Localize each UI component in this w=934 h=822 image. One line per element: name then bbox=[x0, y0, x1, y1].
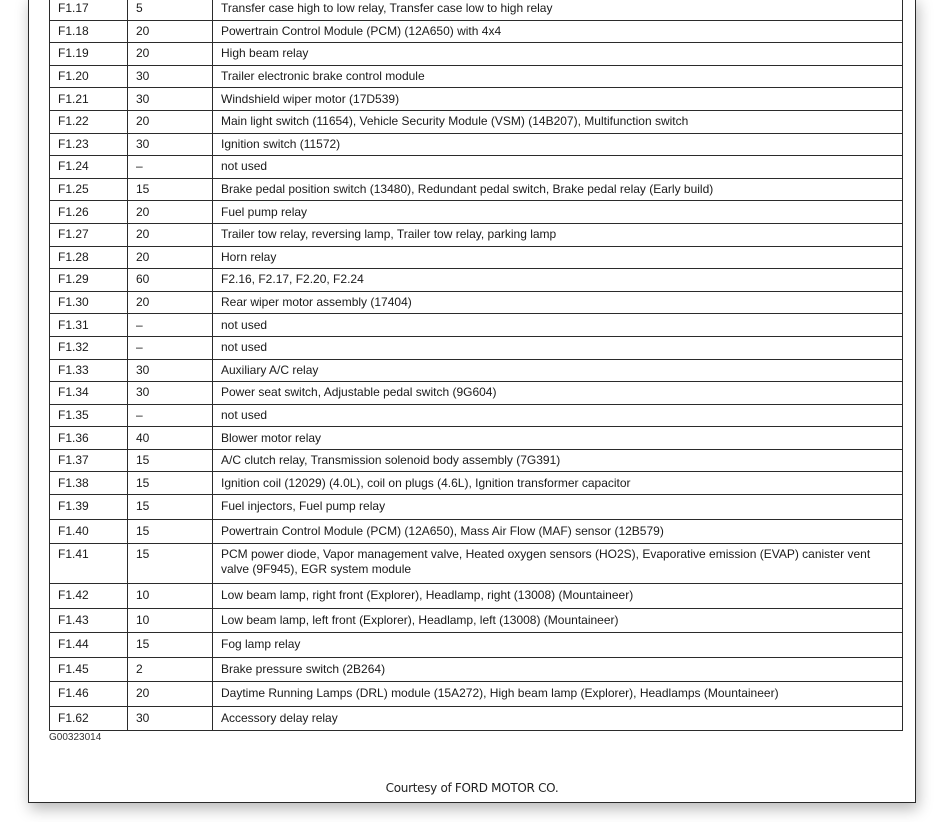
fuse-number-cell: F1.19 bbox=[50, 43, 128, 66]
table-row bbox=[50, 544, 903, 584]
circuit-description-cell: Rear wiper motor assembly (17404) bbox=[213, 291, 903, 314]
circuit-description-cell: Horn relay bbox=[213, 246, 903, 269]
table-row bbox=[50, 519, 903, 544]
fuse-number-cell: F1.30 bbox=[50, 291, 128, 314]
amperage-cell: – bbox=[128, 336, 213, 359]
table-row bbox=[50, 495, 903, 520]
amperage-cell: 40 bbox=[128, 427, 213, 450]
fuse-number-cell: F1.17 bbox=[50, 0, 128, 20]
circuit-description-cell: not used bbox=[213, 336, 903, 359]
table-row bbox=[50, 472, 903, 495]
circuit-description-cell: Powertrain Control Module (PCM) (12A650) with 4x4 bbox=[213, 20, 903, 43]
fuse-number-cell: F1.40 bbox=[50, 519, 128, 544]
table-row bbox=[50, 178, 903, 201]
amperage-cell: 5 bbox=[128, 0, 213, 20]
table-row bbox=[50, 269, 903, 292]
fuse-number-cell: F1.25 bbox=[50, 178, 128, 201]
table-row bbox=[50, 88, 903, 111]
fuse-number-cell: F1.62 bbox=[50, 706, 128, 731]
circuit-description-cell: Transfer case high to low relay, Transfer case low to high relay bbox=[213, 0, 903, 20]
amperage-cell: 15 bbox=[128, 519, 213, 544]
circuit-description-cell: not used bbox=[213, 314, 903, 337]
circuit-description-cell: Auxiliary A/C relay bbox=[213, 359, 903, 382]
table-row bbox=[50, 201, 903, 224]
fuse-number-cell: F1.34 bbox=[50, 382, 128, 405]
circuit-description-cell: High beam relay bbox=[213, 43, 903, 66]
amperage-cell: 2 bbox=[128, 657, 213, 682]
circuit-description-cell: Power seat switch, Adjustable pedal switch (9G604) bbox=[213, 382, 903, 405]
fuse-number-cell: F1.45 bbox=[50, 657, 128, 682]
amperage-cell: 10 bbox=[128, 608, 213, 633]
circuit-description-cell: Fog lamp relay bbox=[213, 633, 903, 658]
table-row bbox=[50, 314, 903, 337]
table-row bbox=[50, 382, 903, 405]
fuse-number-cell: F1.23 bbox=[50, 133, 128, 156]
table-row bbox=[50, 291, 903, 314]
document-page bbox=[28, 0, 916, 803]
fuse-number-cell: F1.44 bbox=[50, 633, 128, 658]
fuse-number-cell: F1.29 bbox=[50, 269, 128, 292]
amperage-cell: 15 bbox=[128, 544, 213, 584]
table-row bbox=[50, 133, 903, 156]
circuit-description-cell: Daytime Running Lamps (DRL) module (15A272), High beam lamp (Explorer), Headlamps (Mountaineer) bbox=[213, 682, 903, 707]
amperage-cell: 15 bbox=[128, 178, 213, 201]
circuit-description-cell: F2.16, F2.17, F2.20, F2.24 bbox=[213, 269, 903, 292]
table-row bbox=[50, 246, 903, 269]
fuse-number-cell: F1.39 bbox=[50, 495, 128, 520]
fuse-number-cell: F1.33 bbox=[50, 359, 128, 382]
amperage-cell: 20 bbox=[128, 246, 213, 269]
circuit-description-cell: Fuel pump relay bbox=[213, 201, 903, 224]
fuse-number-cell: F1.22 bbox=[50, 110, 128, 133]
figure-id: G00323014 bbox=[49, 732, 102, 743]
table-row bbox=[50, 584, 903, 609]
table-row bbox=[50, 336, 903, 359]
circuit-description-cell: not used bbox=[213, 404, 903, 427]
amperage-cell: 20 bbox=[128, 682, 213, 707]
courtesy-caption: Courtesy of FORD MOTOR CO. bbox=[385, 781, 559, 795]
fuse-number-cell: F1.32 bbox=[50, 336, 128, 359]
amperage-cell: 30 bbox=[128, 706, 213, 731]
circuit-description-cell: Fuel injectors, Fuel pump relay bbox=[213, 495, 903, 520]
circuit-description-cell: Brake pressure switch (2B264) bbox=[213, 657, 903, 682]
circuit-description-cell: Blower motor relay bbox=[213, 427, 903, 450]
table-row bbox=[50, 20, 903, 43]
fuse-table bbox=[49, 0, 903, 731]
fuse-number-cell: F1.20 bbox=[50, 65, 128, 88]
amperage-cell: 15 bbox=[128, 633, 213, 658]
table-row bbox=[50, 657, 903, 682]
circuit-description-cell: Ignition switch (11572) bbox=[213, 133, 903, 156]
table-row bbox=[50, 608, 903, 633]
fuse-number-cell: F1.42 bbox=[50, 584, 128, 609]
fuse-number-cell: F1.46 bbox=[50, 682, 128, 707]
fuse-number-cell: F1.37 bbox=[50, 449, 128, 472]
fuse-number-cell: F1.36 bbox=[50, 427, 128, 450]
fuse-number-cell: F1.35 bbox=[50, 404, 128, 427]
amperage-cell: 30 bbox=[128, 65, 213, 88]
fuse-number-cell: F1.18 bbox=[50, 20, 128, 43]
table-row bbox=[50, 223, 903, 246]
fuse-number-cell: F1.28 bbox=[50, 246, 128, 269]
fuse-number-cell: F1.38 bbox=[50, 472, 128, 495]
amperage-cell: 15 bbox=[128, 449, 213, 472]
table-row bbox=[50, 633, 903, 658]
fuse-table-body bbox=[50, 0, 903, 731]
circuit-description-cell: Accessory delay relay bbox=[213, 706, 903, 731]
circuit-description-cell: Powertrain Control Module (PCM) (12A650), Mass Air Flow (MAF) sensor (12B579) bbox=[213, 519, 903, 544]
amperage-cell: – bbox=[128, 314, 213, 337]
circuit-description-cell: PCM power diode, Vapor management valve, Heated oxygen sensors (HO2S), Evaporative emission (EVAP) canister vent valve (9F945), EGR system module bbox=[213, 544, 903, 584]
circuit-description-cell: Low beam lamp, left front (Explorer), Headlamp, left (13008) (Mountaineer) bbox=[213, 608, 903, 633]
table-row bbox=[50, 682, 903, 707]
amperage-cell: 20 bbox=[128, 201, 213, 224]
amperage-cell: 20 bbox=[128, 223, 213, 246]
amperage-cell: 20 bbox=[128, 110, 213, 133]
fuse-number-cell: F1.26 bbox=[50, 201, 128, 224]
circuit-description-cell: Trailer electronic brake control module bbox=[213, 65, 903, 88]
amperage-cell: 60 bbox=[128, 269, 213, 292]
fuse-number-cell: F1.31 bbox=[50, 314, 128, 337]
table-row bbox=[50, 427, 903, 450]
amperage-cell: – bbox=[128, 156, 213, 179]
fuse-number-cell: F1.43 bbox=[50, 608, 128, 633]
table-row bbox=[50, 65, 903, 88]
fuse-number-cell: F1.27 bbox=[50, 223, 128, 246]
circuit-description-cell: Main light switch (11654), Vehicle Security Module (VSM) (14B207), Multifunction switch bbox=[213, 110, 903, 133]
amperage-cell: 20 bbox=[128, 20, 213, 43]
circuit-description-cell: Windshield wiper motor (17D539) bbox=[213, 88, 903, 111]
amperage-cell: 30 bbox=[128, 133, 213, 156]
fuse-number-cell: F1.41 bbox=[50, 544, 128, 584]
amperage-cell: 15 bbox=[128, 472, 213, 495]
table-row bbox=[50, 156, 903, 179]
table-row bbox=[50, 43, 903, 66]
table-row bbox=[50, 0, 903, 20]
amperage-cell: 15 bbox=[128, 495, 213, 520]
amperage-cell: 10 bbox=[128, 584, 213, 609]
fuse-number-cell: F1.21 bbox=[50, 88, 128, 111]
table-row bbox=[50, 449, 903, 472]
fuse-number-cell: F1.24 bbox=[50, 156, 128, 179]
circuit-description-cell: Ignition coil (12029) (4.0L), coil on plugs (4.6L), Ignition transformer capacitor bbox=[213, 472, 903, 495]
table-row bbox=[50, 110, 903, 133]
amperage-cell: 30 bbox=[128, 359, 213, 382]
circuit-description-cell: Low beam lamp, right front (Explorer), Headlamp, right (13008) (Mountaineer) bbox=[213, 584, 903, 609]
table-row bbox=[50, 359, 903, 382]
table-row bbox=[50, 706, 903, 731]
circuit-description-cell: A/C clutch relay, Transmission solenoid body assembly (7G391) bbox=[213, 449, 903, 472]
table-row bbox=[50, 404, 903, 427]
amperage-cell: 20 bbox=[128, 291, 213, 314]
amperage-cell: 20 bbox=[128, 43, 213, 66]
amperage-cell: 30 bbox=[128, 382, 213, 405]
circuit-description-cell: not used bbox=[213, 156, 903, 179]
circuit-description-cell: Trailer tow relay, reversing lamp, Trailer tow relay, parking lamp bbox=[213, 223, 903, 246]
circuit-description-cell: Brake pedal position switch (13480), Redundant pedal switch, Brake pedal relay (Early build) bbox=[213, 178, 903, 201]
amperage-cell: – bbox=[128, 404, 213, 427]
amperage-cell: 30 bbox=[128, 88, 213, 111]
